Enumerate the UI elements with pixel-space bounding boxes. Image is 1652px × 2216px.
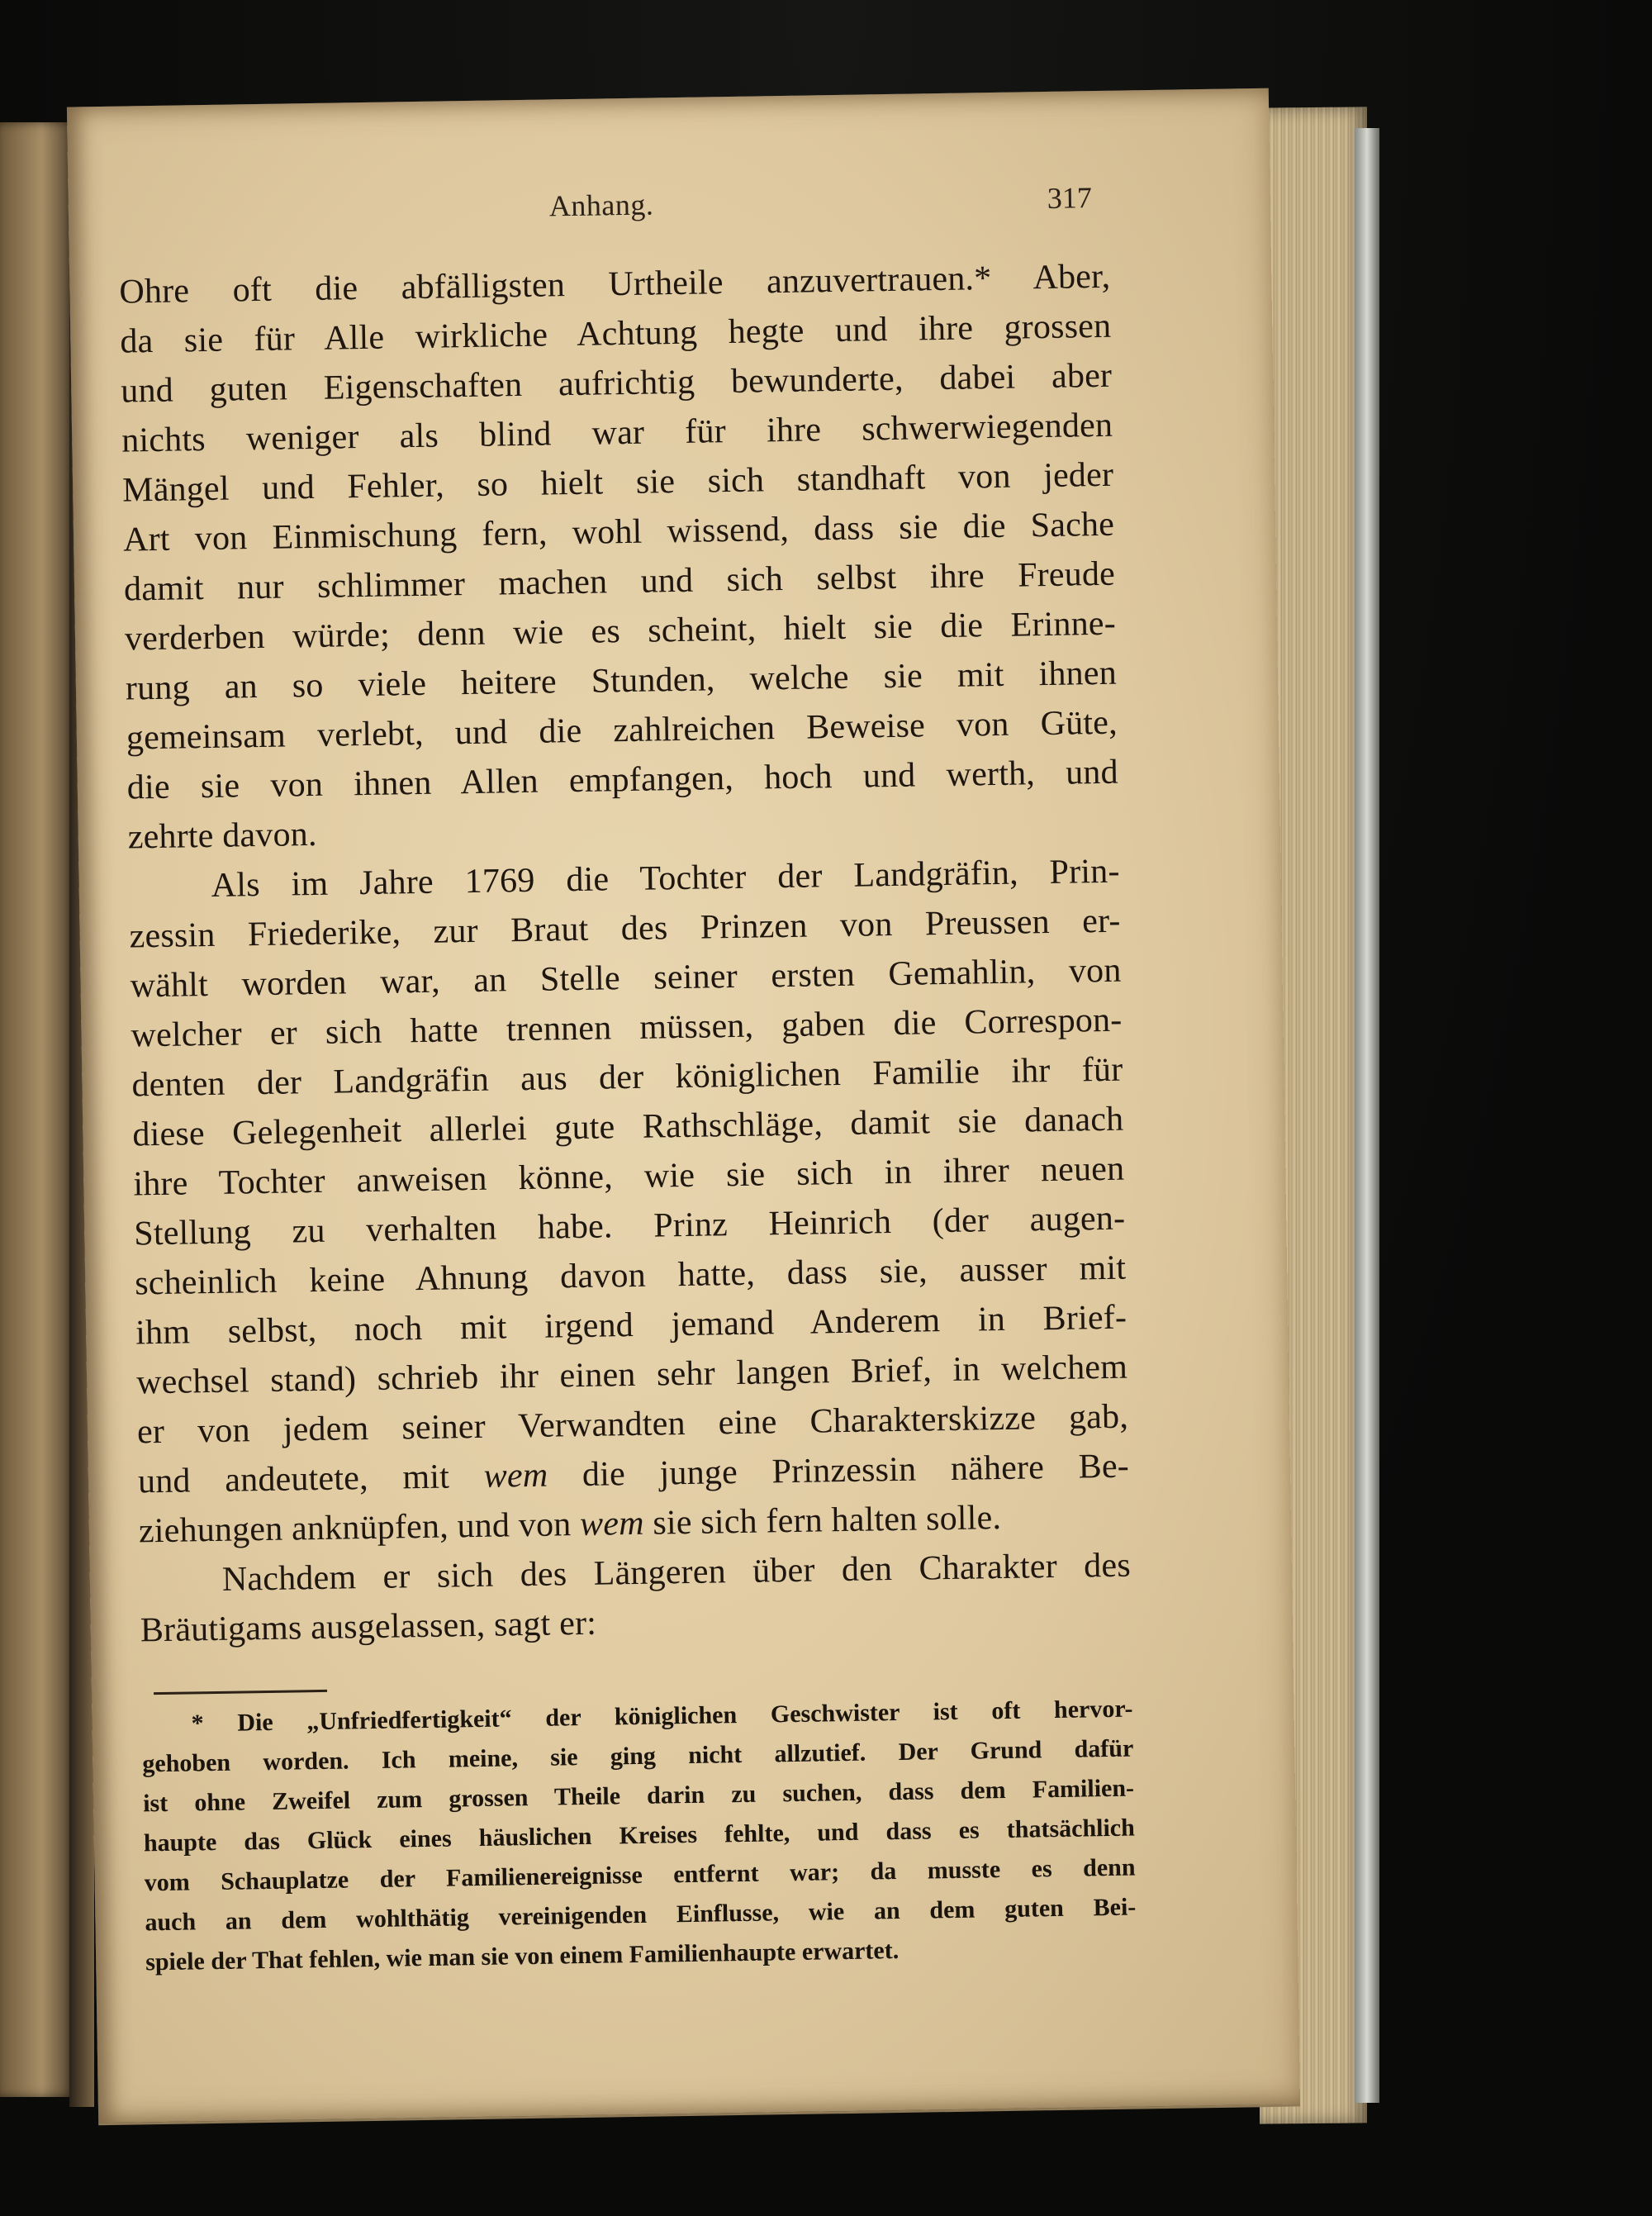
- footnote-line: haupte das Glück eines häuslichen Kreises fehlte, und dass es thatsächlich: [143, 1814, 1136, 1857]
- text-line: diese Gelegenheit allerlei gute Rathschläge, damit sie danach: [132, 1100, 1124, 1154]
- text-segment: die junge Prinzessin nähere Be-: [547, 1447, 1130, 1495]
- text-line: die sie von ihnen Allen empfangen, hoch und werth, und: [126, 753, 1119, 807]
- footnote: [141, 1690, 1137, 1983]
- text-line: Art von Einmischung fern, wohl wissend, dass sie die Sache: [122, 505, 1115, 559]
- text-line: ihm selbst, noch mit irgend jemand Anderem in Brief-: [135, 1298, 1127, 1353]
- footnote-line: ist ohne Zweifel zum grossen Theile darin zu suchen, dass dem Familien-: [142, 1774, 1135, 1818]
- text-segment: ziehungen anknüpfen, und von: [138, 1505, 581, 1551]
- text-line: da sie für Alle wirkliche Achtung hegte und ihre grossen: [120, 307, 1112, 361]
- emphasized-word: wem: [579, 1504, 645, 1544]
- running-title: Anhang.: [548, 188, 654, 223]
- footnote-line: vom Schauplatze der Familienereignisse entfernt war; da musste es denn: [144, 1853, 1136, 1897]
- text-line: wählt worden war, an Stelle seiner ersten Gemahlin, von: [130, 951, 1122, 1006]
- text-line: denten der Landgräfin aus der königlichen Familie ihr für: [131, 1050, 1123, 1105]
- emphasized-word: wem: [483, 1456, 548, 1496]
- text-line: und guten Eigenschaften aufrichtig bewunderte, dabei aber: [120, 356, 1113, 411]
- text-line: er von jedem seiner Verwandten eine Charakterskizze gab,: [136, 1397, 1129, 1452]
- text-line: verderben würde; denn wie es scheint, hielt sie die Erinne-: [124, 604, 1117, 659]
- text-line: Stellung zu verhalten habe. Prinz Heinrich (der augen-: [133, 1199, 1126, 1253]
- footnote-line: gehoben worden. Ich meine, sie ging nicht allzutief. Der Grund dafür: [142, 1734, 1134, 1778]
- footnote-line: auch an dem wohlthätig vereinigenden Einflusse, wie an dem guten Bei-: [145, 1893, 1137, 1937]
- text-line: rung an so viele heitere Stunden, welche sie mit ihnen: [125, 654, 1118, 708]
- text-line: gemeinsam verlebt, und die zahlreichen Beweise von Güte,: [126, 703, 1118, 758]
- text-line: Mängel und Fehler, so hielt sie sich standhaft von jeder: [121, 455, 1114, 510]
- body-text: [119, 252, 1132, 1656]
- text-line: damit nur schlimmer machen und sich selbst ihre Freude: [123, 554, 1116, 609]
- footnote-rule: [154, 1690, 327, 1695]
- book-page: [67, 88, 1300, 2126]
- footnote-line: spiele der That fehlen, wie man sie von einem Familienhaupte erwartet.: [145, 1937, 900, 1976]
- text-segment: sie sich fern halten solle.: [643, 1499, 1002, 1543]
- text-line: zessin Friederike, zur Braut des Prinzen von Preussen er-: [129, 901, 1121, 956]
- text-segment: und andeutete, mit: [137, 1457, 485, 1501]
- text-line: wechsel stand) schrieb ihr einen sehr langen Brief, in welchem: [135, 1348, 1128, 1402]
- footnote-line: * Die „Unfriedfertigkeit“ der königlichen Geschwister ist oft hervor-: [191, 1695, 1133, 1738]
- text-line: nichts weniger als blind war für ihre schwerwiegenden: [121, 406, 1113, 460]
- paragraph-first-line: Nachdem er sich des Längeren über den Charakter des: [221, 1546, 1132, 1599]
- text-line: ihre Tochter anweisen könne, wie sie sich in ihrer neuen: [133, 1149, 1125, 1204]
- text-line: welcher er sich hatte trennen müssen, gaben die Correspon-: [131, 1001, 1123, 1055]
- running-head: [69, 178, 1271, 246]
- paragraph-first-line: Als im Jahre 1769 die Tochter der Landgräfin, Prin-: [211, 852, 1120, 905]
- book-cover-edge: [1355, 128, 1379, 2103]
- previous-page-edge: [0, 122, 76, 2097]
- text-line: zehrte davon.: [127, 815, 317, 857]
- text-line: scheinlich keine Ahnung davon hatte, dass sie, ausser mit: [134, 1248, 1127, 1303]
- page-number: 317: [1047, 181, 1093, 215]
- text-line: Ohre oft die abfälligsten Urtheile anzuvertrauen.* Aber,: [119, 257, 1111, 311]
- text-line: Bräutigams ausgelassen, sagt er:: [140, 1604, 597, 1650]
